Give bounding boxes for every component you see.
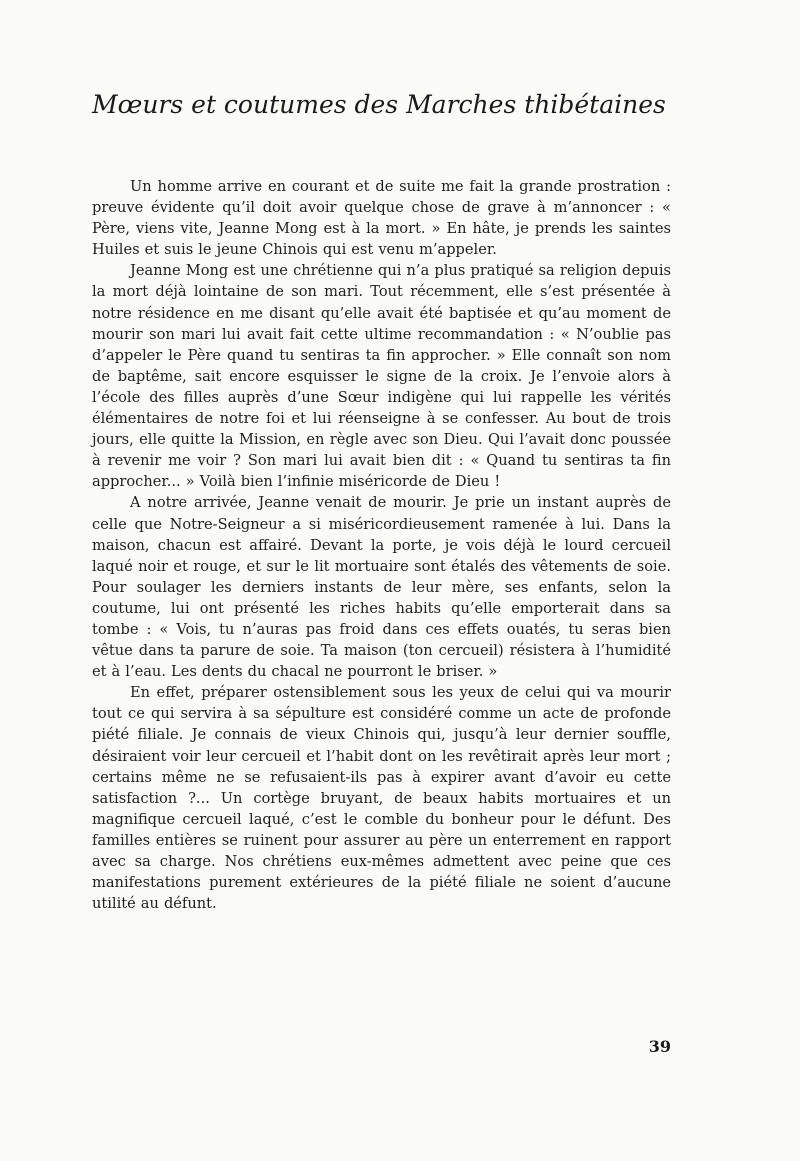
body-text	[92, 176, 671, 914]
paragraph-4: En effet, préparer ostensiblement sous les yeux de celui qui va mourir tout ce qui servira à sa sépulture est considéré comme un acte de profonde piété filiale. Je connais de vieux Chinois qui, jusqu’à leur dernier souffle, désiraient voir leur cercueil et l’habit dont on les revêtirait après leur mort ; certains même ne se refusaient-ils pas à expirer avant d’avoir eu cette satisfaction ?... Un cortège bruyant, de beaux habits mortuaires et un magnifique cercueil laqué, c’est le comble du bonheur pour le défunt. Des familles entières se ruinent pour assurer au père un enterrement en rapport avec sa charge. Nos chrétiens eux-mêmes admettent avec peine que ces manifestations purement extérieures de la piété filiale ne soient d’aucune utilité au défunt.	[92, 684, 671, 913]
paragraph-1: Un homme arrive en courant et de suite me fait la grande prostration : preuve évidente qu’il doit avoir quelque chose de grave à m’annoncer : « Père, viens vite, Jeanne Mong est à la mort. » En hâte, je prends les saintes Huiles et suis le jeune Chinois qui est venu m’appeler.	[92, 178, 671, 259]
paragraph-3: A notre arrivée, Jeanne venait de mourir. Je prie un instant auprès de celle que Notre-Seigneur a si miséricordieusement ramenée à lui. Dans la maison, chacun est affairé. Devant la porte, je vois déjà le lourd cercueil laqué noir et rouge, et sur le lit mortuaire sont étalés des vêtements de soie. Pour soulager les derniers instants de leur mère, ses enfants, selon la coutume, lui ont présenté les riches habits qu’elle emporterait dans sa tombe : « Vois, tu n’auras pas froid dans ces effets ouatés, tu seras bien vêtue dans ta parure de soie. Ta maison (ton cercueil) résistera à l’humidité et à l’eau. Les dents du chacal ne pourront le briser. »	[92, 494, 671, 681]
page-number: 39	[648, 1037, 671, 1056]
paragraph-2: Jeanne Mong est une chrétienne qui n’a plus pratiqué sa religion depuis la mort déjà lointaine de son mari. Tout récemment, elle s’est présentée à notre résidence en me disant qu’elle avait été baptisée et qu’au moment de mourir son mari lui avait fait cette ultime recommandation : « N’oublie pas d’appeler le Père quand tu sentiras ta fin approcher. » Elle connaît son nom de baptême, sait encore esquisser le signe de la croix. Je l’envoie alors à l’école des filles auprès d’une Sœur indigène qui lui rappelle les vérités élémentaires de notre foi et lui réenseigne à se confesser. Au bout de trois jours, elle quitte la Mission, en règle avec son Dieu. Qui l’avait donc poussée à revenir me voir ? Son mari lui avait bien dit : « Quand tu sentiras ta fin approcher... » Voilà bien l’infinie miséricorde de Dieu !	[92, 262, 671, 491]
chapter-title: Mœurs et coutumes des Marches thibétaines	[92, 90, 666, 119]
